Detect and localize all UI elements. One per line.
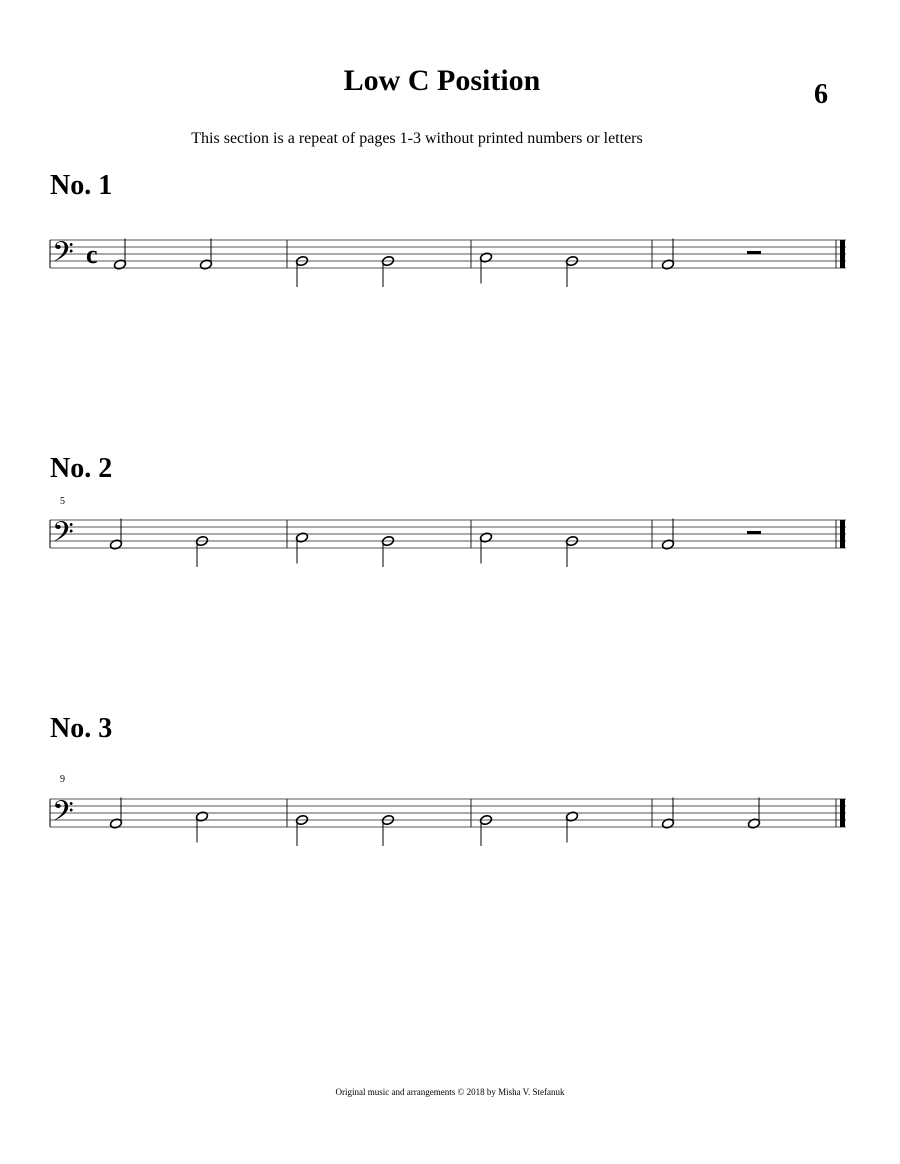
bass-clef-icon: 𝄢 [52,795,74,835]
page-number: 6 [814,79,828,110]
page-title: Low C Position [343,64,541,97]
bass-clef-icon: 𝄢 [52,516,74,556]
final-barline-thick [840,240,845,268]
half-rest [747,251,761,254]
measure-number-2: 5 [60,496,65,507]
exercise-heading-2: No. 2 [50,453,113,484]
exercise-heading-3: No. 3 [50,713,113,744]
measure-number-3: 9 [60,774,65,785]
final-barline-thick [840,520,845,548]
bass-clef-icon: 𝄢 [52,236,74,276]
copyright-footer: Original music and arrangements © 2018 by Misha V. Stefanuk [335,1087,565,1097]
exercise-heading-1: No. 1 [50,170,113,201]
page-subtitle: This section is a repeat of pages 1-3 without printed numbers or letters [191,130,643,147]
half-rest [747,531,761,534]
time-signature-common: c [86,240,98,269]
final-barline-thick [840,799,845,827]
